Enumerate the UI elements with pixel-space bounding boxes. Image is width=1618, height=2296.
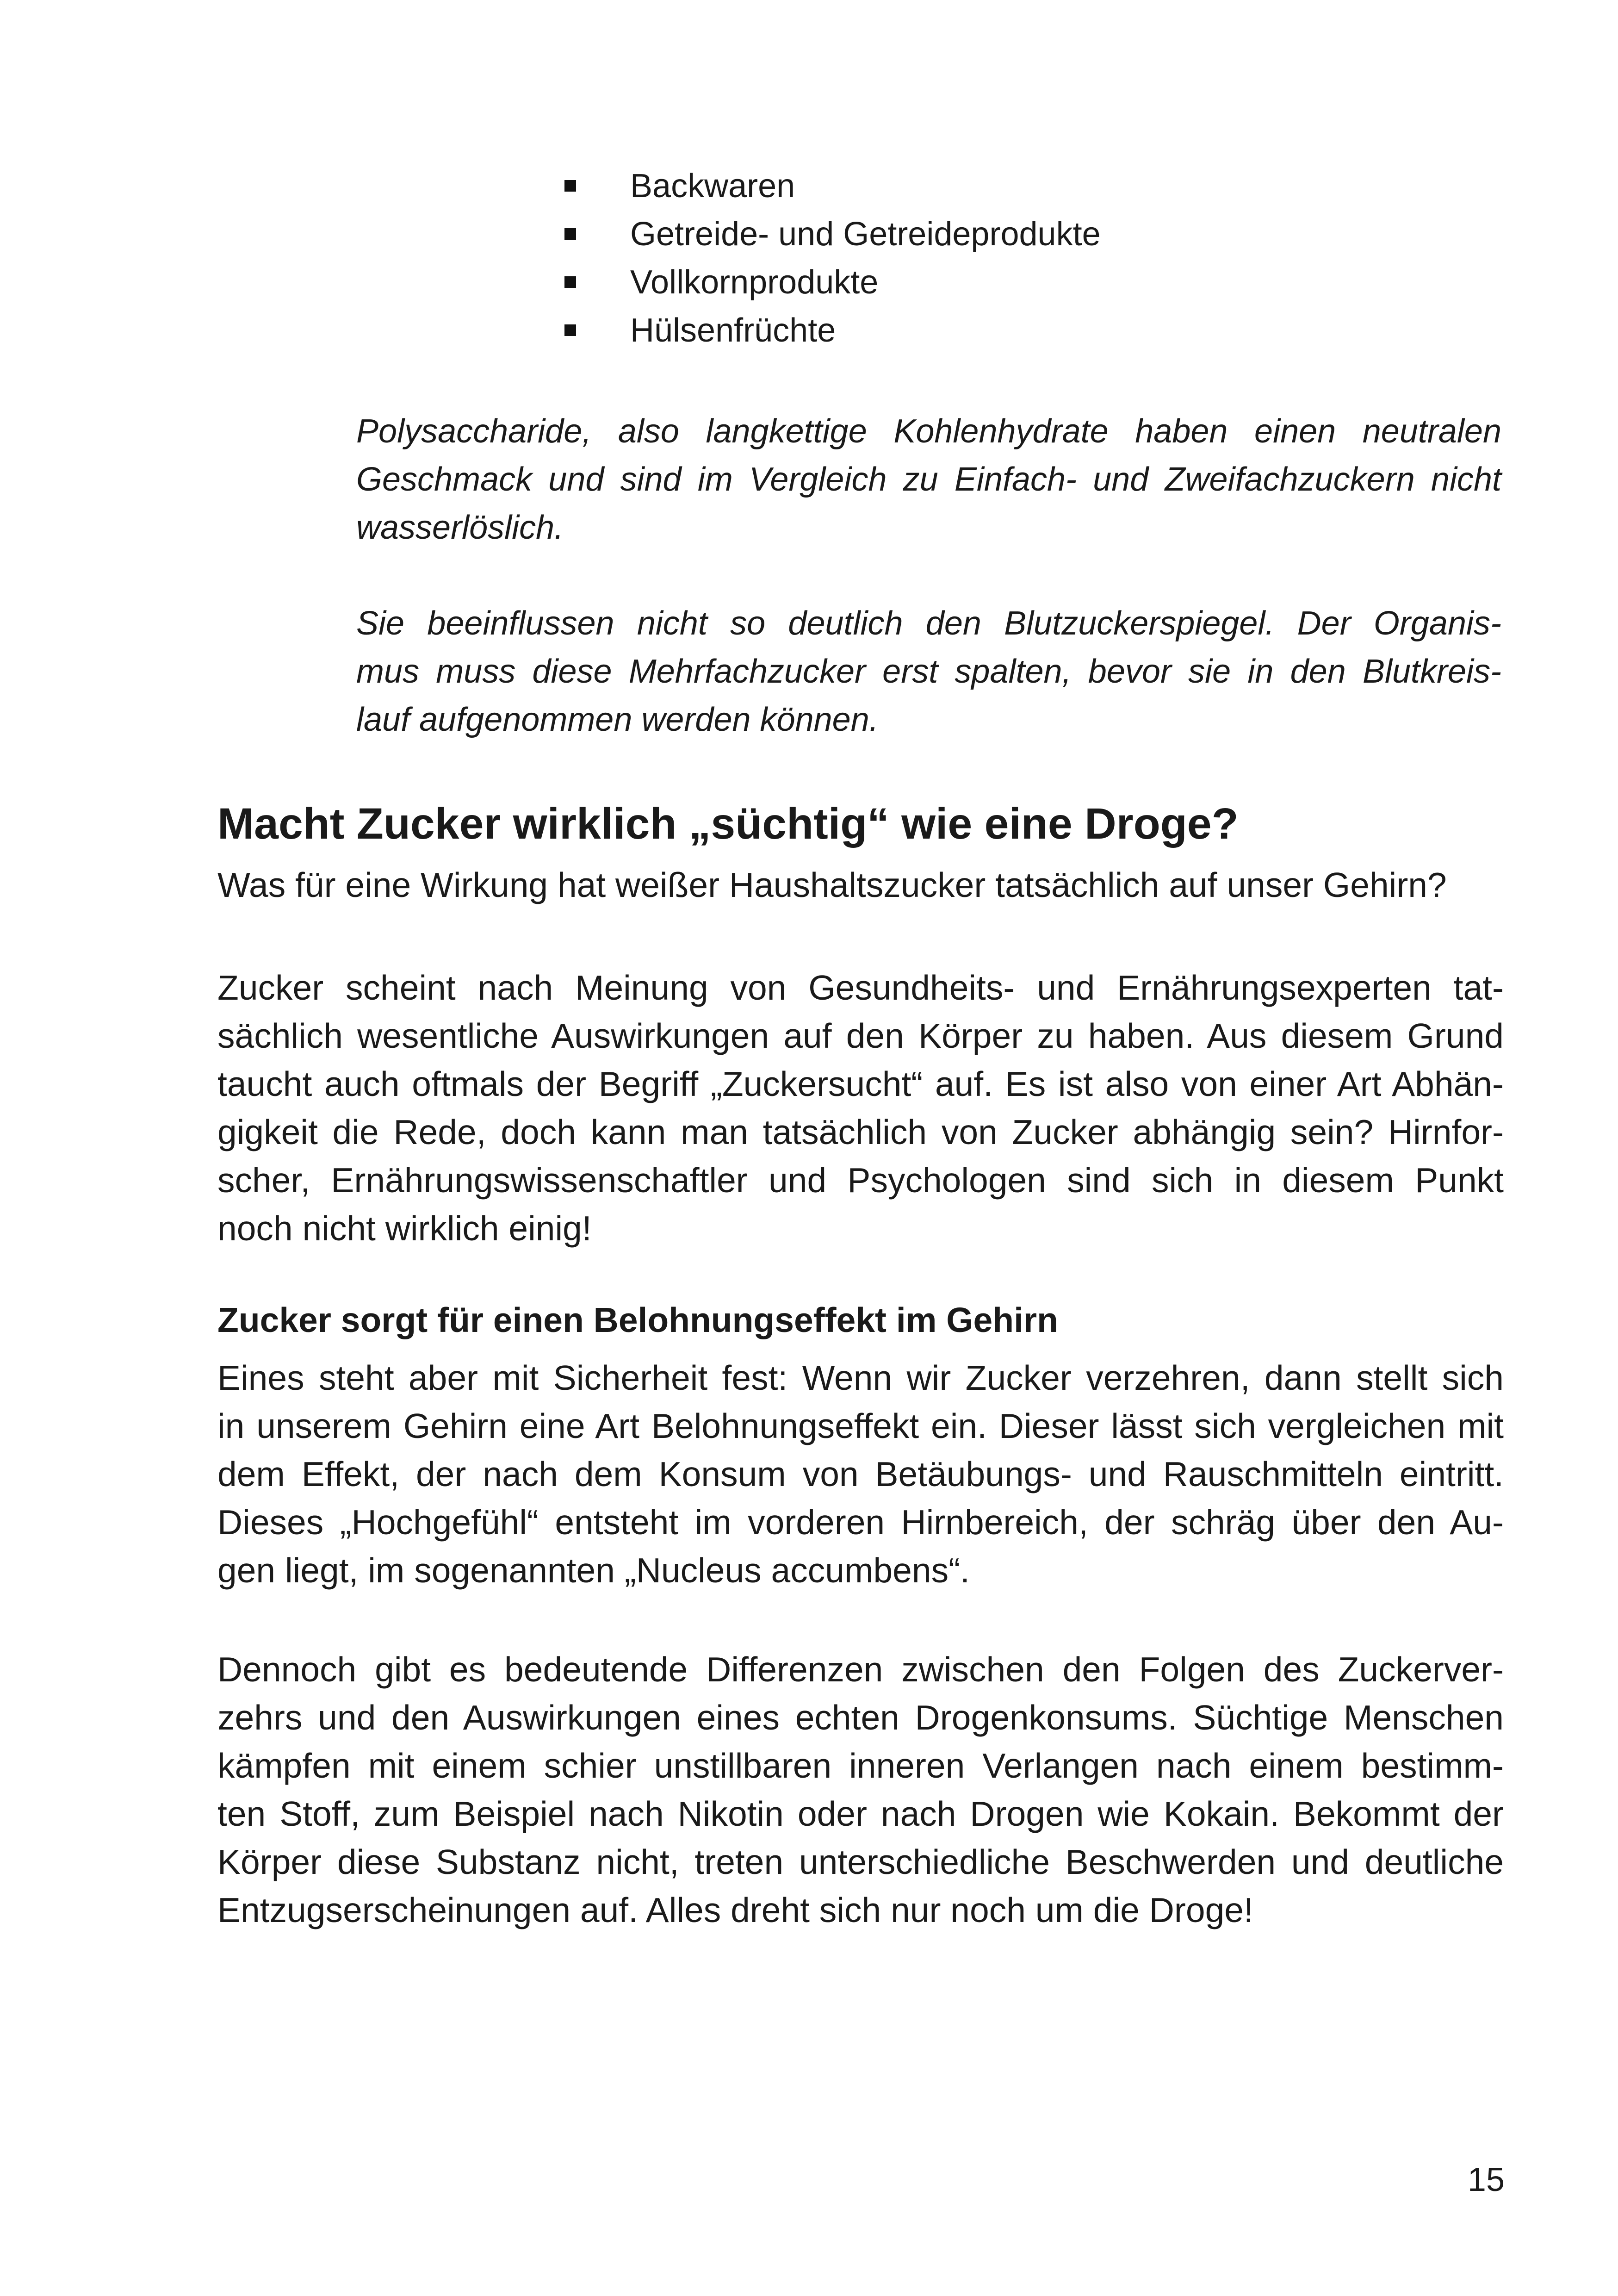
text-line: wasserlöslich.: [356, 509, 564, 546]
body-paragraph-differences: [217, 1645, 1504, 1934]
square-bullet-icon: [564, 228, 576, 240]
text-line: Geschmack und sind im Vergleich zu Einfach- und Zweifachzuckern nicht: [356, 461, 1501, 498]
list-item-text: Hülsenfrüchte: [630, 312, 836, 349]
section-heading: Zucker sorgt für einen Belohnungseffekt im Gehirn: [217, 1300, 1058, 1339]
text-line: gen liegt, im sogenannten „Nucleus accumbens“.: [217, 1551, 970, 1590]
text-line: Polysaccharide, also langkettige Kohlenhydrate haben einen neutralen: [356, 413, 1501, 450]
text-line: gigkeit die Rede, doch kann man tatsächlich von Zucker abhängig sein? Hirnfor-: [217, 1113, 1504, 1151]
text-line: taucht auch oftmals der Begriff „Zuckersucht“ auf. Es ist also von einer Art Abhän-: [217, 1064, 1504, 1103]
text-line: in unserem Gehirn eine Art Belohnungseffekt ein. Dieser lässt sich vergleichen mit: [217, 1406, 1504, 1445]
text-line: zehrs und den Auswirkungen eines echten Drogenkonsums. Süchtige Menschen: [217, 1698, 1504, 1737]
text-line: Zucker scheint nach Meinung von Gesundheits- und Ernährungsexperten tat-: [217, 968, 1504, 1007]
bullet-list: [564, 162, 1397, 355]
italic-paragraph-polysaccharide: [356, 407, 1501, 552]
list-item-text: Getreide- und Getreideprodukte: [630, 216, 1101, 253]
page-number: 15: [1467, 2161, 1505, 2198]
text-line: ten Stoff, zum Beispiel nach Nikotin oder nach Drogen wie Kokain. Bekommt der: [217, 1794, 1504, 1833]
list-item-text: Backwaren: [630, 168, 795, 205]
list-item: [564, 258, 1397, 306]
text-line: sächlich wesentliche Auswirkungen auf den Körper zu haben. Aus diesem Grund: [217, 1016, 1504, 1055]
list-item: [564, 306, 1397, 355]
page-heading: Macht Zucker wirklich „süchtig“ wie eine Droge?: [217, 799, 1239, 848]
text-line: kämpfen mit einem schier unstillbaren inneren Verlangen nach einem bestimm-: [217, 1746, 1504, 1785]
text-line: dem Effekt, der nach dem Konsum von Betäubungs- und Rauschmitteln eintritt.: [217, 1455, 1504, 1493]
text-line: Sie beeinflussen nicht so deutlich den Blutzuckerspiegel. Der Organis-: [356, 605, 1501, 642]
text-line: lauf aufgenommen werden können.: [356, 701, 879, 738]
text-line: scher, Ernährungswissenschaftler und Psychologen sind sich in diesem Punkt: [217, 1161, 1504, 1200]
text-line: Eines steht aber mit Sicherheit fest: Wenn wir Zucker verzehren, dann stellt sich: [217, 1358, 1504, 1397]
square-bullet-icon: [564, 324, 576, 336]
list-item: [564, 210, 1397, 258]
list-item: [564, 162, 1397, 210]
text-line: Körper diese Substanz nicht, treten unterschiedliche Beschwerden und deutliche: [217, 1842, 1504, 1881]
list-item-text: Vollkornprodukte: [630, 264, 879, 301]
body-paragraph-addiction: [217, 964, 1504, 1252]
body-paragraph-reward: [217, 1354, 1504, 1594]
text-line: Dieses „Hochgefühl“ entsteht im vorderen Hirnbereich, der schräg über den Au-: [217, 1503, 1504, 1542]
heading-subline: Was für eine Wirkung hat weißer Haushaltszucker tatsächlich auf unser Gehirn?: [217, 865, 1447, 904]
text-line: Entzugserscheinungen auf. Alles dreht sich nur noch um die Droge!: [217, 1891, 1253, 1929]
text-line: Dennoch gibt es bedeutende Differenzen zwischen den Folgen des Zuckerver-: [217, 1650, 1504, 1689]
text-line: mus muss diese Mehrfachzucker erst spalten, bevor sie in den Blutkreis-: [356, 653, 1501, 690]
italic-paragraph-blood-sugar: [356, 599, 1501, 744]
text-line: noch nicht wirklich einig!: [217, 1209, 592, 1248]
square-bullet-icon: [564, 276, 576, 288]
square-bullet-icon: [564, 180, 576, 192]
